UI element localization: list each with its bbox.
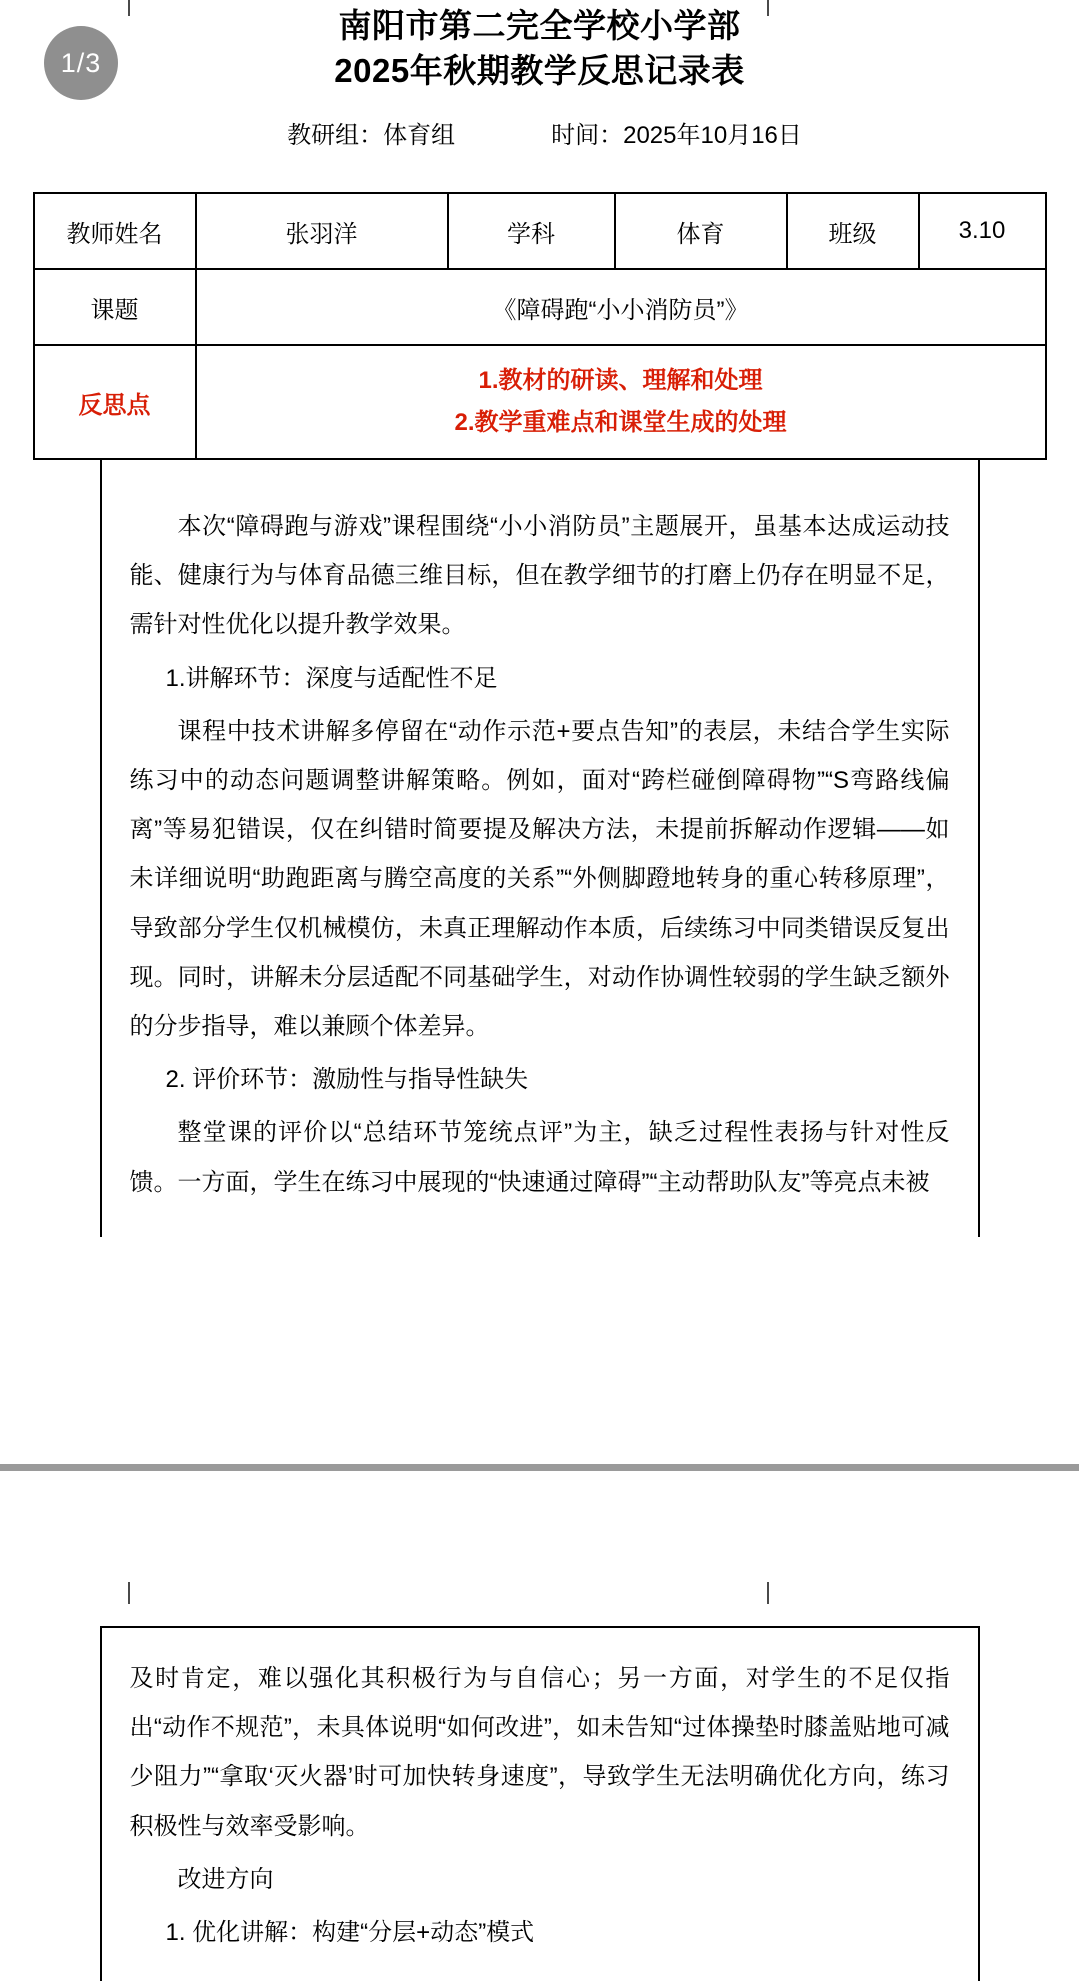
reflection-points-label: 反思点	[34, 345, 196, 459]
document-title	[0, 0, 1079, 93]
teacher-name-value: 张羽洋	[196, 193, 448, 269]
section-heading-3: 改进方向	[177, 1865, 274, 1893]
class-value: 3.10	[919, 193, 1046, 269]
section-heading-2: 2. 评价环节：激励性与指导性缺失	[165, 1066, 529, 1094]
paragraph-3: 整堂课的评价以“总结环节笼统点评”为主，缺乏过程性表扬与针对性反馈。一方面，学生在练习中展现的“快速通过障碍”“主动帮助队友”等亮点未被	[129, 1119, 950, 1196]
crop-mark-top-right	[743, 0, 769, 16]
teaching-group-label: 教研组：体育组	[287, 122, 456, 150]
page-indicator-badge: 1/3	[44, 26, 118, 100]
crop-mark-top-right-page-2	[743, 1582, 769, 1604]
reflection-point-1: 1.教材的研读、理解和处理	[478, 367, 763, 395]
section-heading-1: 1.讲解环节：深度与适配性不足	[165, 664, 498, 692]
document-page-2	[0, 1516, 1079, 1981]
teacher-name-label: 教师姓名	[34, 193, 196, 269]
paragraph-2: 课程中技术讲解多停留在“动作示范+要点告知”的表层，未结合学生实际练习中的动态问题调整讲解策略。例如，面对“跨栏碰倒障碍物”“S弯路线偏离”等易犯错误，仅在纠错时简要提及解决方法，未提前拆解动作逻辑——如未详细说明“助跑距离与腾空高度的关系”“外侧脚蹬地转身的重心转移原理”，导致部分学生仅机械模仿，未真正理解动作本质，后续练习中同类错误反复出现。同时，讲解未分层适配不同基础学生，对动作协调性较弱的学生缺乏额外的分步指导，难以兼顾个体差异。	[129, 717, 950, 1040]
crop-mark-top-left	[128, 0, 154, 16]
reflection-body-page-1	[100, 460, 980, 1237]
paragraph-1: 本次“障碍跑与游戏”课程围绕“小小消防员”主题展开，虽基本达成运动技能、健康行为与体育品德三维目标，但在教学细节的打磨上仍存在明显不足，需针对性优化以提升教学效果。	[129, 513, 950, 639]
reflection-body-page-2	[100, 1626, 980, 1981]
table-row	[34, 345, 1046, 459]
class-label: 班级	[787, 193, 919, 269]
reflection-point-2: 2.教学重难点和课堂生成的处理	[454, 409, 787, 437]
table-row	[34, 193, 1046, 269]
topic-label: 课题	[34, 269, 196, 345]
table-row	[34, 269, 1046, 345]
page-separator-bar	[0, 1464, 1079, 1471]
reflection-form-table	[33, 192, 1047, 460]
reflection-points-value	[196, 345, 1046, 459]
document-title-line-2: 2025年秋期教学反思记录表	[334, 51, 745, 89]
section-heading-4: 1. 优化讲解：构建“分层+动态”模式	[165, 1918, 535, 1946]
date-label: 时间：2025年10月16日	[551, 122, 802, 150]
topic-value: 《障碍跑“小小消防员”》	[196, 269, 1046, 345]
document-meta-row	[0, 115, 1079, 150]
crop-mark-top-left-page-2	[128, 1582, 154, 1604]
document-title-line-1: 南阳市第二完全学校小学部	[338, 7, 741, 44]
subject-value: 体育	[615, 193, 787, 269]
page-separator	[0, 1420, 1079, 1516]
subject-label: 学科	[448, 193, 615, 269]
paragraph-4: 及时肯定，难以强化其积极行为与自信心；另一方面，对学生的不足仅指出“动作不规范”，未具体说明“如何改进”，如未告知“过体操垫时膝盖贴地可减少阻力”“拿取‘灭火器’时可加快转身速度”，导致学生无法明确优化方向，练习积极性与效率受影响。	[129, 1665, 950, 1840]
